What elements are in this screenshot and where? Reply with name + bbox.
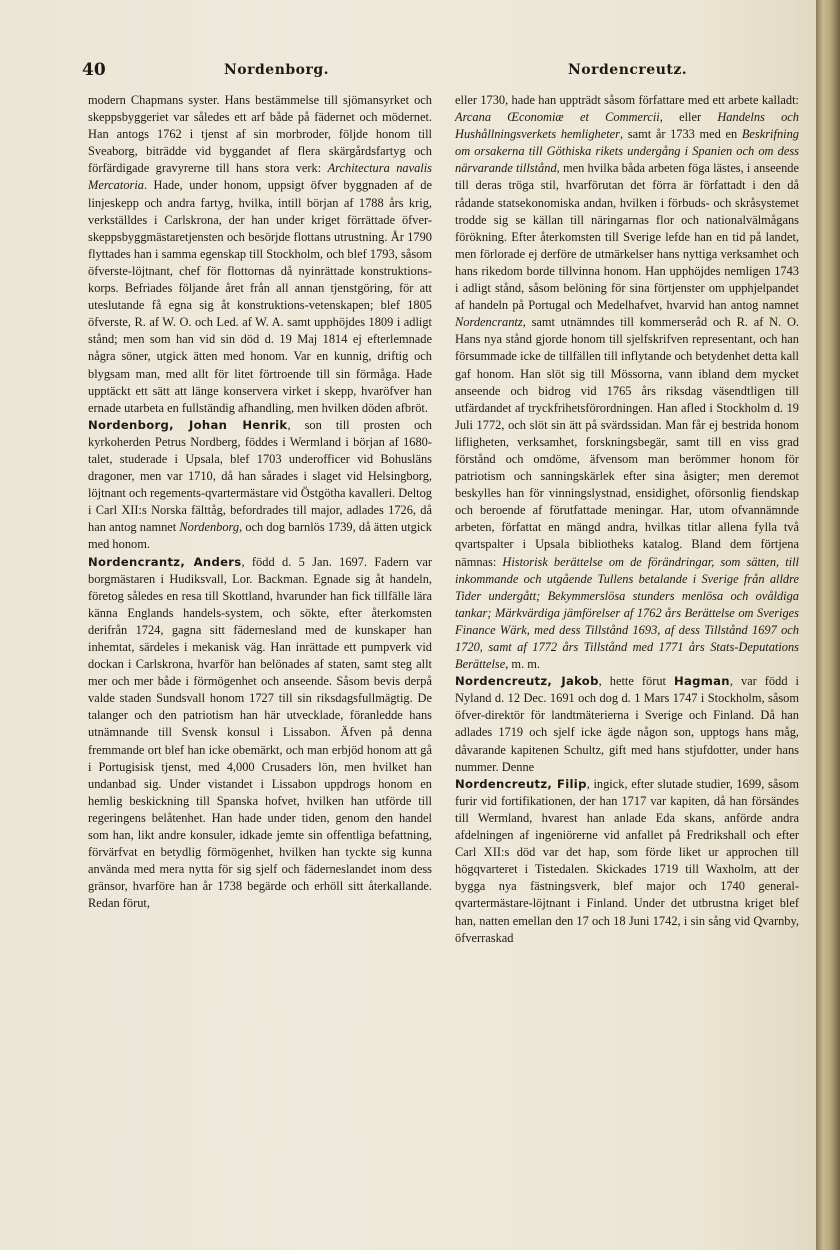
body-text: , samt utnämndes till kommerseråd och R. af N. O. Hans nya stånd gjorde honom till sjelfskrifven representant, och han försummade icke de tillfällen till inflytande och betydenhet detta kall gaf honom. Han slöt sig till Mössorna, vann ibland dem mycket anseende och bidrog vid 1765 års riksdag väsendtligen till utfärdandet af tryckfrihetsförordningen. Han afled i Stockholm d. 19 Juli 1772, och slöt sin ätt på svärdssidan. Man får ej bestrida honom lifligheten, verksamhet, forskningsbegär, samt till en viss grad förstånd och omdöme, äfvensom man berömmer honom för patriotism och sanningskärlek efter sina åsigter; men deremot beskylles han för vinningslystnad, ensidighet, oförsonlig fiendskap och beroende af förutfattade meningar. Har, utom ofvannämnde arbeten, författat en mängd andra, hvilkas titlar allena fylla två qvartspalter i Upsala bibliotheks katalog. Bland dem förtjena nämnas: [455, 315, 799, 569]
body-text: , son till prosten och kyrkoherden Petrus Nordberg, föddes i Wermland i början af 1680-talet, studerade i Upsala, blef 1703 underofficer vid Bohusläns dragoner, men var 1710, då han sårades i slaget vid Helsingborg, löjtnant och regements-qvartermästare vid Östgötha kavalleri. Deltog i Carl XII:s Norska fälttåg, befordrades till major, adlades 1726, då han antog namnet [88, 417, 432, 535]
page-header [82, 60, 798, 84]
entry-headword: Nordencrantz, Anders [88, 554, 242, 569]
running-head-left: Nordenborg. [224, 62, 330, 78]
body-text: , och dog barnlös 1739, då ätten utgick med honom. [88, 520, 432, 552]
body-text: , eller [659, 110, 718, 125]
italic-title: Handelns och Hushållningsverkets hemligheter [455, 110, 799, 142]
paragraph [455, 673, 799, 776]
entry-headword: Nordenborg, Johan Henrik [88, 417, 288, 432]
italic-title: Beskrifning om orsakerna till Göthiska rikets undergång i Spanien och om dess närvarande tillstånd [455, 127, 799, 176]
body-text: eller 1730, hade han uppträdt såsom författare med ett arbete kalladt: [455, 93, 799, 107]
italic-title: Nordencrantz [455, 315, 523, 330]
paragraph [88, 417, 432, 554]
right-column [455, 92, 799, 947]
paragraph [455, 92, 799, 673]
body-text: , samt år 1733 med en [620, 127, 742, 142]
paragraph [88, 554, 432, 913]
body-text: , m. m. [505, 657, 540, 672]
italic-title: Nordenborg [179, 520, 240, 535]
body-text: , född d. 5 Jan. 1697. Fadern var borgmästaren i Hudiksvall, Lor. Backman. Egnade sig åt handeln, företog således en resa till Skottland, hvarunder han fick tillfälle lära känna Englands handels-system, och sökte, efter återkomsten derifrån 1724, gagna sitt fädernesland med de kunskaper han inhemtat, särdeles i mekanisk väg. Han inrättade ett pumpverk vid dockan i Carlskrona, hvarför han belönades af staten, samt steg allt mer och mer både i förmögenhet och anseende. Såsom bevis derpå valde staden Sundsvall honom 1727 till sin riksdagsfullmägtig. De talanger och den patriotism han här utvecklade, föranledde hans utnämnande till Svensk konsul i Lissabon. Äfven på denna fremmande ort blef han icke obemärkt, och man erbjöd honom att gå i Portugisisk tjenst, med 4,000 Crusaders lön, men hvilket han undanbad sig. Under vistandet i Lissabon uppdrogs honom en hemlig beskickning till Spanska hofvet, hvilken han utförde till regeringens belåtenhet. Han hade under tiden, genom den handel som han, likt andre konsuler, idkade jemte sin offentliga befattning, förvärfvat en betydlig förmögenhet, hvilken han tyckte sig kunna använda med mera nytta för sig sjelf och fäderneslandet inom dess gränsor, hvarföre han år 1738 begärde och erhöll sitt återkallande. Redan förut, [88, 554, 432, 911]
running-head-right: Nordencreutz. [568, 62, 688, 78]
body-text: , ingick, efter slutade studier, 1699, såsom furir vid fortifikationen, der han 1717 var kapiten, då han försändes till Wermland, hvarest han anlade Eda skans, anförde andra afdelningen af ingeniörerne vid anfallet på Fredrikshall och efter Carl XII:s död var det hap, som förde liket ur approchen till högqvarteret i Tistedalen. Skickades 1719 till Waxholm, att der bygga nya fästningsverk, blef major och 1740 general-qvartermästare-löjtnant i Finland. Under det utbrustna kriget blef han, natten emellan den 17 och 18 Juni 1742, i sin sång vid Qvarnby, öfverraskad [455, 776, 799, 945]
body-text: . Hade, under honom, uppsigt öfver byggnaden af de linjeskepp och andra fartyg, hvilka, intill början af 1788 års krig, verkställdes i Carlskrona, der han under kriget förrättade öfver-skeppsbyggmästaretjensten och besörjde flottans utrustning. År 1790 flyttades han i samma egenskap till Stockholm, och blef 1793, såsom öfverste-löjtnant, chef för flottornas då nyinrättade konstruktions-korps. Befriades följande året från all annan tjenstgöring, för att uteslutande få egna sig åt konstruktions-vetenskapen; blef 1805 öfverste, R. af W. O. och Led. af W. A. samt upphöjdes 1809 i adligt stånd; men som han vid sin död d. 19 Maj 1814 ej efterlemnade några söner, utgick ätten med honom. Var en kunnig, driftig och blygsam man, med allt för litet förtroende till sin förmåga. Hade upptäckt ett sätt att länge konservera virket i skepp, hvaröfver han ernade utarbeta en fullständig afhandling, men hvilken döden afbröt. [88, 178, 432, 415]
paragraph [455, 776, 799, 947]
page-number: 40 [82, 60, 106, 80]
page-edge [816, 0, 840, 1250]
body-text: , hette förut [598, 674, 675, 689]
entry-headword: Nordencreutz, Filip [455, 776, 587, 791]
body-text: , var född i Nyland d. 12 Dec. 1691 och dog d. 1 Mars 1747 i Stockholm, såsom öfver-direktör för landtmäterierna i Sverige och Finland. Då han adlades 1719 och sjelf icke ägde någon son, upptogs hans måg, dåvarande kapitenen Schultz, gift med hans stjufdotter, under hans nummer. Denne [455, 674, 799, 774]
italic-title: Architectura navalis Mercatoria [88, 161, 432, 193]
body-text: , men hvilka båda arbeten föga lästes, i anseende till deras tröga stil, hvarförutan det förra är författadt i den då rådande statsekonomiska andan, hvilken i förbuds- och skråsystemet trodde sig se källan till näringarnas flor och nationalvälmågans förökning. Efter återkomsten till Sverige lefde han en tid på landet, men förlorade ej derföre de utmärkelser hans nyttiga verksamhet och hans rikedom borde tillvinna honom. Han upphöjdes nemligen 1743 i adligt stånd, såsom belöning för sina förtjenster om upphjelpandet af handeln på Portugal och Medelhafvet, hvarvid han antog namnet [455, 161, 799, 313]
body-text: modern Chapmans syster. Hans bestämmelse till sjömansyrket och skeppsbyggeriet var således ett arf både på fädernet och mödernet. Han antogs 1762 i tjenst af sin morbroder, följde honom till Sveaborg, biträdde vid byggandet af flera skärgårdsfartyg och förfärdigade gravyrerne till hans stora verk: [88, 93, 432, 176]
entry-headword: Nordencreutz, Jakob [455, 674, 599, 689]
italic-title: Historisk berättelse om de förändringar, som sätten, till inkommande och utgående Tullens betalande i Sverige från alldre Tider undergått; Bekymmerslösa stunders menlösa och ovåldiga tankar; Märkvärdiga jämförelser af 1762 års Berättelse om Sveriges Finance Wärk, med dess Tillstånd 1693, af dess Tillstånd 1697 och 1720, samt af 1772 års Tillstånd med 1771 års Stats-Deputations Berättelse [455, 554, 799, 672]
left-column [88, 92, 432, 913]
italic-title: Arcana Œconomiæ et Commercii [455, 110, 660, 125]
paragraph [88, 92, 432, 417]
entry-headword: Hagman [674, 674, 730, 689]
